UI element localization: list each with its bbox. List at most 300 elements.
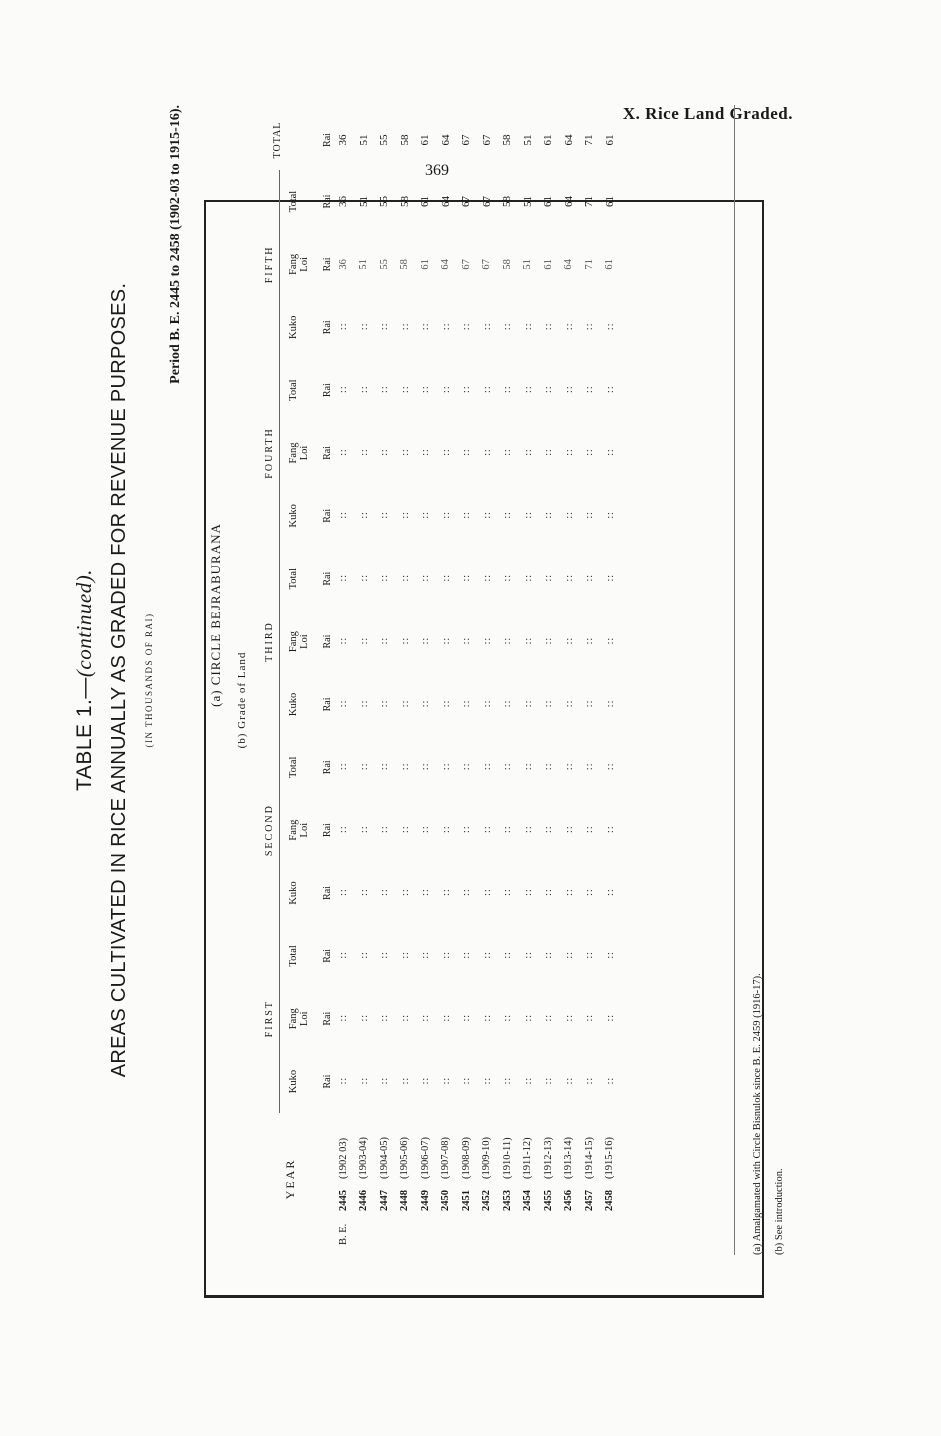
table-row xyxy=(559,110,580,1245)
empty-cell: : : xyxy=(521,827,534,834)
table-label xyxy=(72,105,97,1255)
empty-cell: : : xyxy=(583,764,596,771)
empty-cell: : : xyxy=(357,387,370,394)
grand-total-value: 58 xyxy=(501,134,514,146)
empty-cell: : : xyxy=(603,512,616,519)
loi-label: Loi xyxy=(299,257,310,272)
empty-cell: : : xyxy=(337,952,350,959)
empty-cell: : : xyxy=(439,450,452,456)
empty-cell: : : xyxy=(439,1078,452,1085)
empty-cell: : : xyxy=(357,575,370,582)
empty-cell: : : xyxy=(542,952,555,959)
grand-total-value: 71 xyxy=(583,134,596,146)
empty-cell: : : xyxy=(439,324,452,331)
year-cell xyxy=(354,1113,375,1245)
empty-cell: : : xyxy=(357,701,370,708)
empty-cell: : : xyxy=(460,1078,473,1085)
table-row xyxy=(436,110,457,1245)
grand-total-value: 61 xyxy=(542,134,555,146)
empty-cell: : : xyxy=(419,1015,432,1022)
fifth-fang-loi-value: 55 xyxy=(378,259,390,270)
unit-label: Rai xyxy=(322,634,333,649)
empty-cell: : : xyxy=(398,324,411,331)
footnote-a: (a) Amalgamated with Circle Bisnulok since B. E. 2459 (1916-17). xyxy=(752,973,763,1255)
empty-cell: : : xyxy=(419,638,432,645)
empty-cell: : : xyxy=(378,1015,391,1022)
empty-cell: : : xyxy=(542,638,555,645)
empty-cell: : : xyxy=(439,890,452,896)
empty-cell: : : xyxy=(603,324,616,331)
empty-cell: : : xyxy=(603,1015,616,1022)
empty-cell: : : xyxy=(583,1015,596,1022)
unit-label: Rai xyxy=(322,1011,333,1026)
table-body xyxy=(322,110,620,1245)
empty-cell: : : xyxy=(337,764,350,771)
ad-year: (1913-14) xyxy=(563,1137,575,1179)
fifth-total-value: 58 xyxy=(501,195,514,207)
circle-heading: (a) CIRCLE BEJRABURANA xyxy=(208,523,223,707)
fifth-total-value: 64 xyxy=(562,195,575,207)
empty-cell: : : xyxy=(337,1078,350,1085)
table-row xyxy=(538,110,559,1245)
sub-header-fang-loi xyxy=(280,610,323,673)
empty-cell: : : xyxy=(480,387,493,394)
empty-cell: : : xyxy=(562,701,575,708)
empty-cell: : : xyxy=(501,324,514,331)
be-year: 2450 xyxy=(440,1190,452,1211)
loi-label: Loi xyxy=(299,634,310,649)
empty-cell: : : xyxy=(419,764,432,771)
empty-cell: : : xyxy=(439,764,452,771)
empty-cell: : : xyxy=(501,638,514,645)
empty-cell: : : xyxy=(521,387,534,394)
year-cell xyxy=(559,1113,580,1245)
ad-year: (1911-12) xyxy=(522,1137,534,1179)
fang-label: Fang xyxy=(288,819,299,841)
empty-cell: : : xyxy=(542,575,555,582)
ad-year: (1914-15) xyxy=(583,1137,595,1179)
empty-cell: : : xyxy=(501,952,514,959)
be-year: 2445 xyxy=(337,1190,349,1211)
units-note: (IN THOUSANDS OF RAI) xyxy=(144,612,154,748)
fifth-fang-loi-value: 71 xyxy=(583,259,595,270)
empty-cell: : : xyxy=(562,324,575,331)
be-year: 2453 xyxy=(501,1190,513,1211)
be-year: 2451 xyxy=(460,1190,472,1211)
sub-header-fang-loi xyxy=(280,233,323,296)
empty-cell: : : xyxy=(480,952,493,959)
be-year: 2457 xyxy=(583,1190,595,1211)
sub-header-kuko: Kuko xyxy=(288,692,299,717)
empty-cell: : : xyxy=(337,701,350,708)
sub-header-row xyxy=(280,110,323,1245)
empty-cell: : : xyxy=(521,450,534,456)
fifth-total-value: 71 xyxy=(583,195,596,207)
unit-label: Rai xyxy=(322,194,333,209)
empty-cell: : : xyxy=(603,827,616,834)
empty-cell: : : xyxy=(562,1015,575,1022)
empty-cell: : : xyxy=(357,638,370,645)
grade-heading: (b) Grade of Land xyxy=(236,651,248,749)
grand-total-value: 51 xyxy=(357,134,370,146)
year-cell xyxy=(456,1113,477,1245)
empty-cell: : : xyxy=(603,952,616,959)
empty-cell: : : xyxy=(419,387,432,394)
empty-cell: : : xyxy=(419,1078,432,1085)
group-third: THIRD xyxy=(198,547,280,736)
empty-cell: : : xyxy=(603,701,616,708)
empty-cell: : : xyxy=(583,827,596,834)
fang-label: Fang xyxy=(288,253,299,275)
ad-year: (1906-07) xyxy=(419,1137,431,1179)
fifth-total-value: 36 xyxy=(337,195,350,207)
empty-cell: : : xyxy=(603,764,616,771)
empty-cell: : : xyxy=(337,324,350,331)
empty-cell: : : xyxy=(378,1078,391,1085)
fifth-fang-loi-value: 64 xyxy=(440,259,452,270)
era-label: B. E. xyxy=(337,1223,349,1245)
empty-cell: : : xyxy=(378,890,391,896)
empty-cell: : : xyxy=(583,512,596,519)
empty-cell: : : xyxy=(603,450,616,456)
empty-cell: : : xyxy=(378,575,391,582)
fifth-total-value: 58 xyxy=(398,195,411,207)
empty-cell: : : xyxy=(542,450,555,456)
empty-cell: : : xyxy=(542,324,555,331)
empty-cell: : : xyxy=(378,638,391,645)
empty-cell: : : xyxy=(357,890,370,896)
fifth-fang-loi-value: 64 xyxy=(563,259,575,270)
empty-cell: : : xyxy=(460,512,473,519)
empty-cell: : : xyxy=(480,827,493,834)
grand-total-value: 64 xyxy=(562,134,575,146)
unit-label: Rai xyxy=(322,320,333,335)
rotated-table-page xyxy=(58,105,798,1255)
group-second: SECOND xyxy=(198,736,280,925)
fifth-total-value: 55 xyxy=(378,195,391,207)
year-header: YEAR xyxy=(282,1158,297,1200)
empty-cell: : : xyxy=(460,764,473,771)
empty-cell: : : xyxy=(521,952,534,959)
table-number: TABLE 1.— xyxy=(73,677,96,791)
empty-cell: : : xyxy=(357,512,370,519)
empty-cell: : : xyxy=(419,701,432,708)
empty-cell: : : xyxy=(562,387,575,394)
rice-land-table xyxy=(198,110,620,1245)
empty-cell: : : xyxy=(398,638,411,645)
empty-cell: : : xyxy=(460,1015,473,1022)
year-cell xyxy=(415,1113,436,1245)
empty-cell: : : xyxy=(501,575,514,582)
empty-cell: : : xyxy=(501,701,514,708)
empty-cell: : : xyxy=(521,890,534,896)
fifth-fang-loi-value: 61 xyxy=(542,259,554,270)
empty-cell: : : xyxy=(501,827,514,834)
empty-cell: : : xyxy=(480,324,493,331)
fifth-total-value: 51 xyxy=(357,195,370,207)
fifth-fang-loi-value: 67 xyxy=(481,259,493,270)
unit-label: Rai xyxy=(322,760,333,775)
sub-header-fang-loi xyxy=(280,799,323,862)
fifth-fang-loi-value: 58 xyxy=(399,259,411,270)
empty-cell: : : xyxy=(460,890,473,896)
table-row xyxy=(518,110,539,1245)
empty-cell: : : xyxy=(439,952,452,959)
ad-year: (1907-08) xyxy=(440,1137,452,1179)
table-row xyxy=(477,110,498,1245)
empty-cell: : : xyxy=(398,1078,411,1085)
empty-cell: : : xyxy=(337,638,350,645)
empty-cell: : : xyxy=(480,890,493,896)
ad-year: (1908-09) xyxy=(460,1137,472,1179)
empty-cell: : : xyxy=(562,575,575,582)
empty-cell: : : xyxy=(501,890,514,896)
table-row xyxy=(600,110,621,1245)
fifth-total-value: 64 xyxy=(439,195,452,207)
section-title: X. Rice Land Graded. xyxy=(622,104,793,123)
ad-year: (1910-11) xyxy=(501,1137,513,1179)
empty-cell: : : xyxy=(603,1078,616,1085)
empty-cell: : : xyxy=(583,701,596,708)
sub-header-total: Total xyxy=(288,567,299,590)
group-first: FIRST xyxy=(198,924,280,1113)
empty-cell: : : xyxy=(562,952,575,959)
empty-cell: : : xyxy=(419,575,432,582)
fang-label: Fang xyxy=(288,631,299,653)
main-title: AREAS CULTIVATED IN RICE ANNUALLY AS GRADED FOR REVENUE PURPOSES. xyxy=(108,282,130,1078)
unit-label: Rai xyxy=(322,446,333,460)
empty-cell: : : xyxy=(378,324,391,331)
unit-row-spacer xyxy=(322,1113,333,1245)
unit-label: Rai xyxy=(322,697,333,712)
unit-label: Rai xyxy=(322,1074,333,1089)
fifth-total-value: 51 xyxy=(521,195,534,207)
grand-total-value: 67 xyxy=(480,134,493,146)
empty-cell: : : xyxy=(603,387,616,394)
empty-cell: : : xyxy=(542,701,555,708)
empty-cell: : : xyxy=(480,512,493,519)
empty-cell: : : xyxy=(439,701,452,708)
sub-header-total: Total xyxy=(288,379,299,401)
sub-header-kuko: Kuko xyxy=(288,881,299,905)
empty-cell: : : xyxy=(521,638,534,645)
sub-header-total: Total xyxy=(288,190,299,213)
loi-label: Loi xyxy=(299,822,310,838)
be-year: 2458 xyxy=(604,1190,616,1211)
fifth-total-value: 61 xyxy=(419,195,432,207)
empty-cell: : : xyxy=(419,450,432,456)
empty-cell: : : xyxy=(460,638,473,645)
empty-cell: : : xyxy=(562,638,575,645)
be-year: 2452 xyxy=(481,1190,493,1211)
loi-label: Loi xyxy=(299,1011,310,1027)
empty-cell: : : xyxy=(583,450,596,456)
empty-cell: : : xyxy=(419,512,432,519)
year-cell xyxy=(518,1113,539,1245)
empty-cell: : : xyxy=(357,827,370,834)
sub-header-fang-loi xyxy=(280,422,323,485)
table-row xyxy=(415,110,436,1245)
empty-cell: : : xyxy=(460,701,473,708)
unit-label: Rai xyxy=(322,508,333,523)
table-row xyxy=(333,110,354,1245)
grand-total-value: 51 xyxy=(521,134,534,146)
loi-label: Loi xyxy=(299,445,310,461)
empty-cell: : : xyxy=(583,324,596,331)
empty-cell: : : xyxy=(480,575,493,582)
unit-label: Rai xyxy=(322,383,333,398)
empty-cell: : : xyxy=(542,827,555,834)
empty-cell: : : xyxy=(542,764,555,771)
ad-year: (1909-10) xyxy=(481,1137,493,1179)
empty-cell: : : xyxy=(603,575,616,582)
fifth-total-value: 67 xyxy=(480,195,493,207)
empty-cell: : : xyxy=(460,952,473,959)
be-year: 2456 xyxy=(563,1190,575,1211)
ad-year: (1904-05) xyxy=(378,1137,390,1179)
ad-year: (1905-06) xyxy=(399,1137,411,1179)
period-line: Period B. E. 2445 to 2458 (1902-03 to 1915-16). xyxy=(168,105,183,384)
fang-label: Fang xyxy=(288,442,299,464)
empty-cell: : : xyxy=(583,1078,596,1085)
empty-cell: : : xyxy=(439,827,452,834)
grand-total-value: 36 xyxy=(337,134,350,146)
grand-total-value: 64 xyxy=(439,134,452,146)
fifth-fang-loi-value: 67 xyxy=(460,259,472,270)
empty-cell: : : xyxy=(460,450,473,456)
empty-cell: : : xyxy=(378,701,391,708)
empty-cell: : : xyxy=(378,952,391,959)
empty-cell: : : xyxy=(521,324,534,331)
year-cell xyxy=(538,1113,559,1245)
year-cell xyxy=(600,1113,621,1245)
fifth-total-value: 61 xyxy=(603,195,616,207)
be-year: 2448 xyxy=(399,1190,411,1211)
empty-cell: : : xyxy=(398,575,411,582)
group-header-row xyxy=(198,110,280,1245)
year-cell xyxy=(497,1113,518,1245)
empty-cell: : : xyxy=(521,701,534,708)
group-fourth: FOURTH xyxy=(198,359,280,548)
unit-label: Rai xyxy=(322,257,333,272)
empty-cell: : : xyxy=(357,324,370,331)
empty-cell: : : xyxy=(419,890,432,896)
continued-note: (continued). xyxy=(72,569,96,678)
year-cell xyxy=(579,1113,600,1245)
empty-cell: : : xyxy=(378,827,391,834)
empty-cell: : : xyxy=(583,952,596,959)
empty-cell: : : xyxy=(562,764,575,771)
fifth-fang-loi-value: 61 xyxy=(419,259,431,270)
table-row xyxy=(497,110,518,1245)
fifth-fang-loi-value: 51 xyxy=(522,259,534,270)
empty-cell: : : xyxy=(460,324,473,331)
unit-row xyxy=(322,110,333,1245)
fifth-fang-loi-value: 58 xyxy=(501,259,513,270)
grand-total-value: 58 xyxy=(398,134,411,146)
empty-cell: : : xyxy=(521,764,534,771)
empty-cell: : : xyxy=(521,1015,534,1022)
empty-cell: : : xyxy=(501,512,514,519)
empty-cell: : : xyxy=(583,387,596,394)
empty-cell: : : xyxy=(419,827,432,834)
empty-cell: : : xyxy=(337,890,350,896)
empty-cell: : : xyxy=(480,450,493,456)
empty-cell: : : xyxy=(357,450,370,456)
empty-cell: : : xyxy=(378,512,391,519)
empty-cell: : : xyxy=(357,1078,370,1085)
fifth-fang-loi-value: 51 xyxy=(358,259,370,270)
fifth-total-value: 67 xyxy=(460,195,473,207)
empty-cell: : : xyxy=(562,512,575,519)
empty-cell: : : xyxy=(337,450,350,456)
empty-cell: : : xyxy=(542,1078,555,1085)
empty-cell: : : xyxy=(378,764,391,771)
unit-label: Rai xyxy=(322,133,333,147)
empty-cell: : : xyxy=(521,1078,534,1085)
be-year: 2449 xyxy=(419,1190,431,1211)
year-cell xyxy=(395,1113,416,1245)
empty-cell: : : xyxy=(521,575,534,582)
empty-cell: : : xyxy=(439,512,452,519)
empty-cell: : : xyxy=(398,1015,411,1022)
empty-cell: : : xyxy=(357,952,370,959)
table-row xyxy=(374,110,395,1245)
sub-header-kuko: Kuko xyxy=(288,315,299,339)
empty-cell: : : xyxy=(562,450,575,456)
unit-label: Rai xyxy=(322,571,333,586)
empty-cell: : : xyxy=(583,638,596,645)
table-row xyxy=(354,110,375,1245)
table-row xyxy=(395,110,416,1245)
ad-year: (1915-16) xyxy=(604,1137,616,1179)
empty-cell: : : xyxy=(357,1015,370,1022)
empty-cell: : : xyxy=(378,450,391,456)
empty-cell: : : xyxy=(439,638,452,645)
empty-cell: : : xyxy=(337,1015,350,1022)
fifth-total-value: 61 xyxy=(542,195,555,207)
table-row xyxy=(456,110,477,1245)
ad-year: (1902 03) xyxy=(337,1137,349,1179)
empty-cell: : : xyxy=(337,512,350,519)
be-year: 2446 xyxy=(358,1190,370,1211)
empty-cell: : : xyxy=(439,387,452,394)
empty-cell: : : xyxy=(562,890,575,896)
empty-cell: : : xyxy=(357,764,370,771)
empty-cell: : : xyxy=(439,1015,452,1022)
empty-cell: : : xyxy=(542,387,555,394)
grand-total-value: 67 xyxy=(460,134,473,146)
empty-cell: : : xyxy=(521,512,534,519)
empty-cell: : : xyxy=(480,764,493,771)
empty-cell: : : xyxy=(583,890,596,896)
empty-cell: : : xyxy=(398,952,411,959)
empty-cell: : : xyxy=(460,827,473,834)
fang-label: Fang xyxy=(288,1008,299,1030)
sub-header-kuko: Kuko xyxy=(288,504,299,528)
fifth-fang-loi-value: 36 xyxy=(337,259,349,270)
unit-label: Rai xyxy=(322,886,333,900)
empty-cell: : : xyxy=(398,701,411,708)
sub-header-total: Total xyxy=(288,945,299,967)
empty-cell: : : xyxy=(480,638,493,645)
be-year: 2447 xyxy=(378,1190,390,1211)
empty-cell: : : xyxy=(398,764,411,771)
be-year: 2454 xyxy=(522,1190,534,1211)
empty-cell: : : xyxy=(542,1015,555,1022)
empty-cell: : : xyxy=(398,512,411,519)
empty-cell: : : xyxy=(398,450,411,456)
